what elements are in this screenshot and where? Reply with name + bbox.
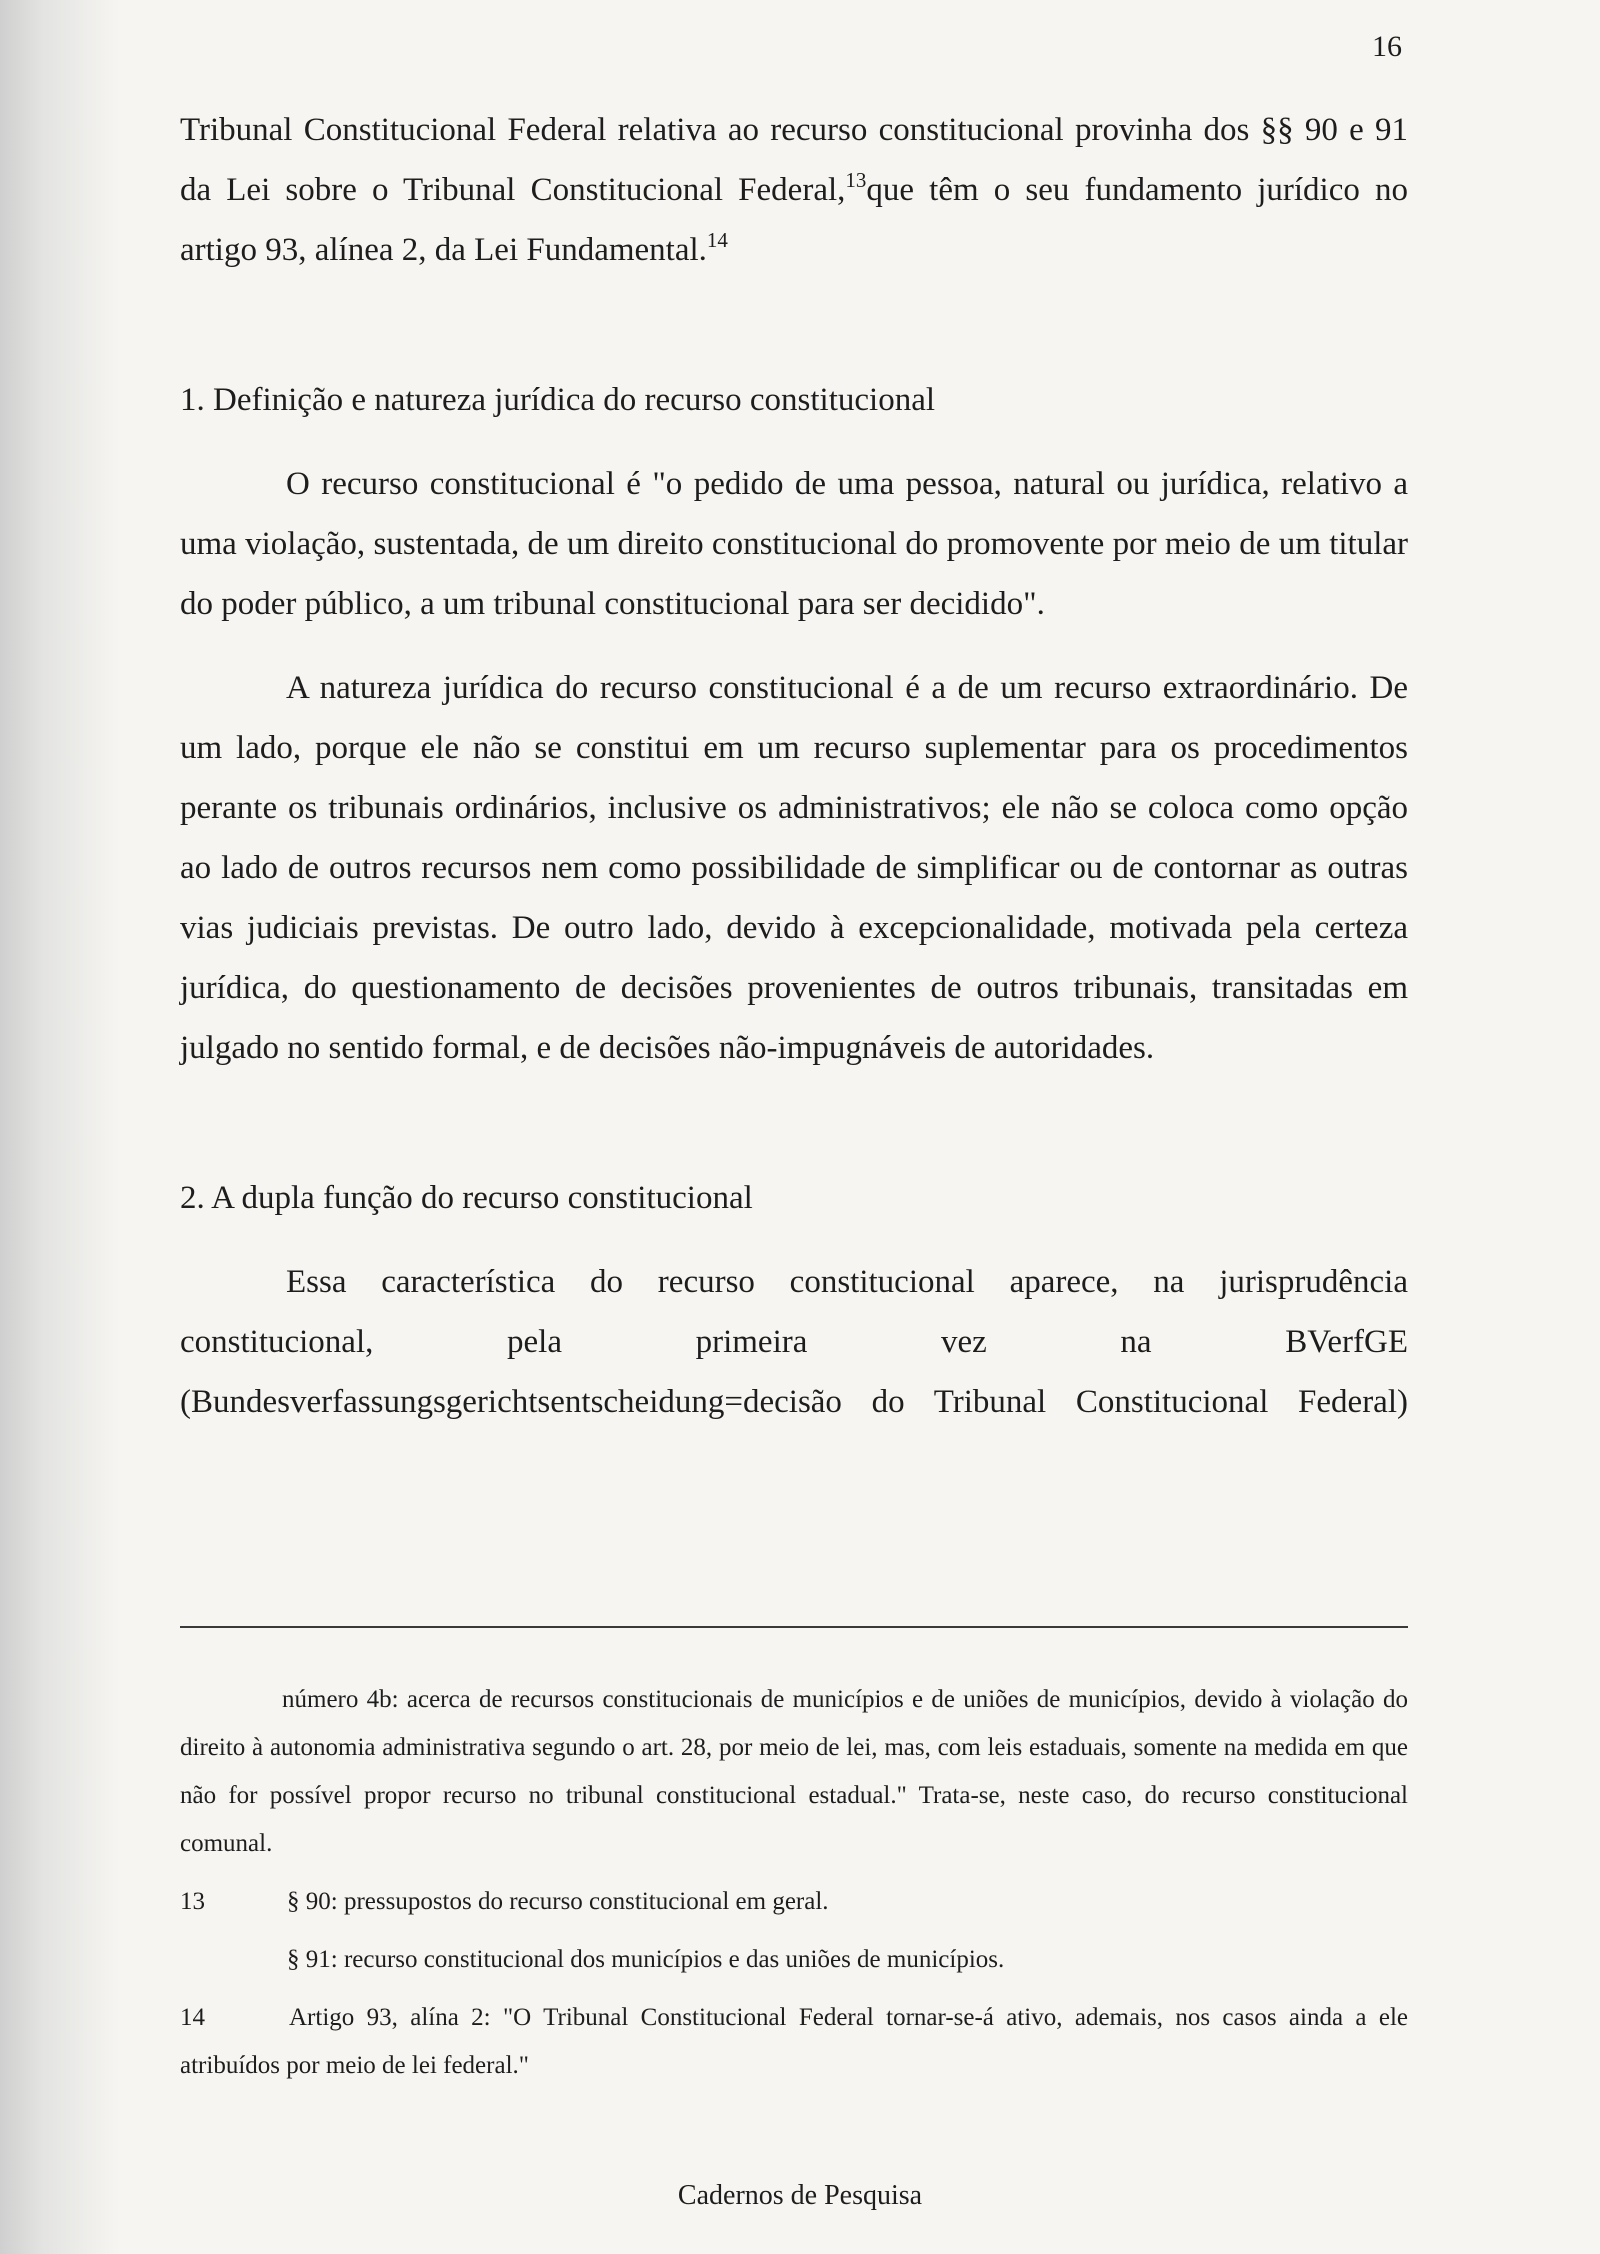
footnotes bbox=[180, 1676, 1408, 2090]
footnote-14-number: 14 bbox=[180, 2004, 205, 2031]
spacer bbox=[180, 1078, 1408, 1168]
journal-footer: Cadernos de Pesquisa bbox=[677, 2180, 923, 2211]
spacer bbox=[180, 634, 1408, 658]
main-text bbox=[180, 100, 1408, 1492]
spacer bbox=[180, 430, 1408, 454]
footnote-13-continued bbox=[180, 1936, 1408, 1984]
footnote-13-line2: § 91: recurso constitucional dos municípios e das uniões de municípios. bbox=[287, 1946, 1005, 1973]
footnote-13-line1: § 90: pressupostos do recurso constitucional em geral. bbox=[287, 1888, 829, 1915]
footnote-13 bbox=[180, 1878, 1408, 1926]
nature-paragraph: A natureza jurídica do recurso constitucional é a de um recurso extraordinário. De um lado, porque ele não se constitui em um recurso suplementar para os procedimentos perante os tribunais ordinários, inclusive os administrativos; ele não se coloca como opção ao lado de outros recursos nem como possibilidade de simplificar ou de contornar as outras vias judiciais previstas. De outro lado, devido à excepcionalidade, motivada pela certeza jurídica, do questionamento de decisões provenientes de outros tribunais, transitadas em julgado no sentido formal, e de decisões não-impugnáveis de autoridades. bbox=[180, 670, 1408, 1066]
definition-paragraph: O recurso constitucional é "o pedido de uma pessoa, natural ou jurídica, relativo a uma violação, sustentada, de um direito constitucional do promovente por meio de um titular do poder público, a um tribunal constitucional para ser decidido". bbox=[180, 466, 1408, 622]
spacer bbox=[180, 280, 1408, 370]
page-number: 16 bbox=[1372, 30, 1402, 63]
footnote-13-number: 13 bbox=[180, 1888, 205, 1915]
intro-text-b: que têm o seu fundamento jurídico no artigo 93, alínea 2, da Lei Fundamental. bbox=[180, 172, 1408, 268]
dual-function-paragraph: Essa característica do recurso constitucional aparece, na jurisprudência constitucional, pela primeira vez na BVerfGE (Bundesverfassungsgerichtsentscheidung=decisão do Tribunal Constitucional Federal) bbox=[180, 1264, 1408, 1420]
footnote-14 bbox=[180, 1994, 1408, 2090]
footnote-14-body: Artigo 93, alína 2: "O Tribunal Constitucional Federal tornar-se-á ativo, ademais, nos casos ainda a ele atribuídos por meio de lei federal." bbox=[180, 2004, 1408, 2079]
footnote-continuation: número 4b: acerca de recursos constitucionais de municípios e de uniões de municípios, devido à violação do direito à autonomia administrativa segundo o art. 28, por meio de lei, mas, com leis estaduais, somente na medida em que não for possível propor recurso no tribunal constitucional estadual." Trata-se, neste caso, do recurso constitucional comunal. bbox=[180, 1686, 1408, 1857]
footnote-14-text bbox=[180, 1994, 1408, 2090]
intro-paragraph bbox=[180, 100, 1408, 280]
footnote-separator bbox=[180, 1626, 1408, 1628]
scan-edge-shadow bbox=[0, 0, 120, 2254]
section-1-heading: 1. Definição e natureza jurídica do recurso constitucional bbox=[180, 382, 936, 418]
footnote-ref-13[interactable]: 13 bbox=[845, 168, 867, 192]
section-2-heading: 2. A dupla função do recurso constitucional bbox=[180, 1180, 753, 1216]
spacer bbox=[180, 1228, 1408, 1252]
intro-text-a: Tribunal Constitucional Federal relativa ao recurso constitucional provinha dos §§ 90 e 91 da Lei sobre o Tribunal Constitucional Federal, bbox=[180, 112, 1408, 208]
footnote-ref-14[interactable]: 14 bbox=[706, 228, 728, 252]
